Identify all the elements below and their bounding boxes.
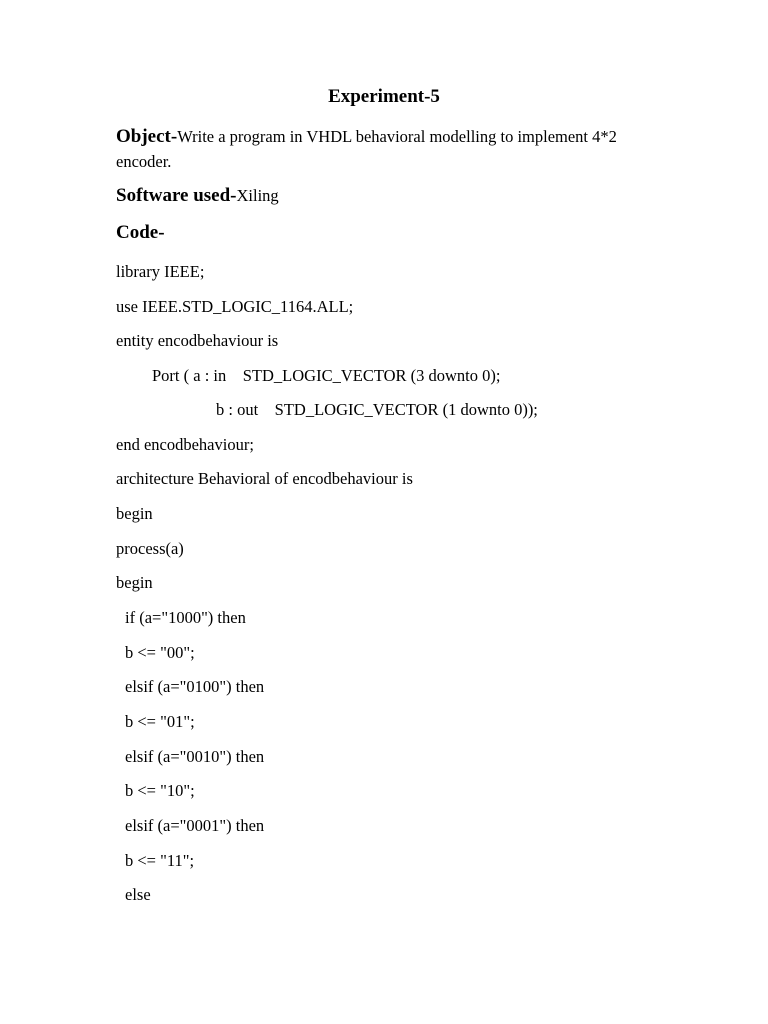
software-label: Software used- bbox=[116, 185, 237, 206]
code-line: if (a="1000") then bbox=[125, 608, 246, 627]
code-line: elsif (a="0100") then bbox=[125, 677, 265, 696]
code-line: entity encodbehaviour is bbox=[116, 331, 279, 350]
code-line: use IEEE.STD_LOGIC_1164.ALL; bbox=[116, 297, 354, 316]
code-line: process(a) bbox=[116, 539, 184, 558]
object-text: Write a program in VHDL behavioral modelling to implement 4*2 encoder. bbox=[116, 127, 617, 171]
code-line: begin bbox=[116, 504, 153, 523]
code-line: elsif (a="0010") then bbox=[125, 747, 265, 766]
code-line: else bbox=[125, 885, 151, 904]
object-label: Object- bbox=[116, 126, 178, 147]
code-line: begin bbox=[116, 573, 153, 592]
code-line: b <= "11"; bbox=[125, 851, 195, 870]
code-line: Port ( a : in STD_LOGIC_VECTOR (3 downto 0); bbox=[152, 366, 501, 385]
code-line: elsif (a="0001") then bbox=[125, 816, 265, 835]
code-line: library IEEE; bbox=[116, 262, 205, 281]
software-value: Xiling bbox=[236, 186, 279, 205]
experiment-title: Experiment-5 bbox=[328, 86, 440, 107]
code-heading: Code- bbox=[116, 222, 165, 243]
code-line: architecture Behavioral of encodbehaviour is bbox=[116, 469, 413, 488]
code-line: b <= "10"; bbox=[125, 781, 195, 800]
code-line: b : out STD_LOGIC_VECTOR (1 downto 0)); bbox=[216, 400, 538, 419]
code-line: end encodbehaviour; bbox=[116, 435, 254, 454]
code-line: b <= "01"; bbox=[125, 712, 195, 731]
code-line: b <= "00"; bbox=[125, 643, 195, 662]
